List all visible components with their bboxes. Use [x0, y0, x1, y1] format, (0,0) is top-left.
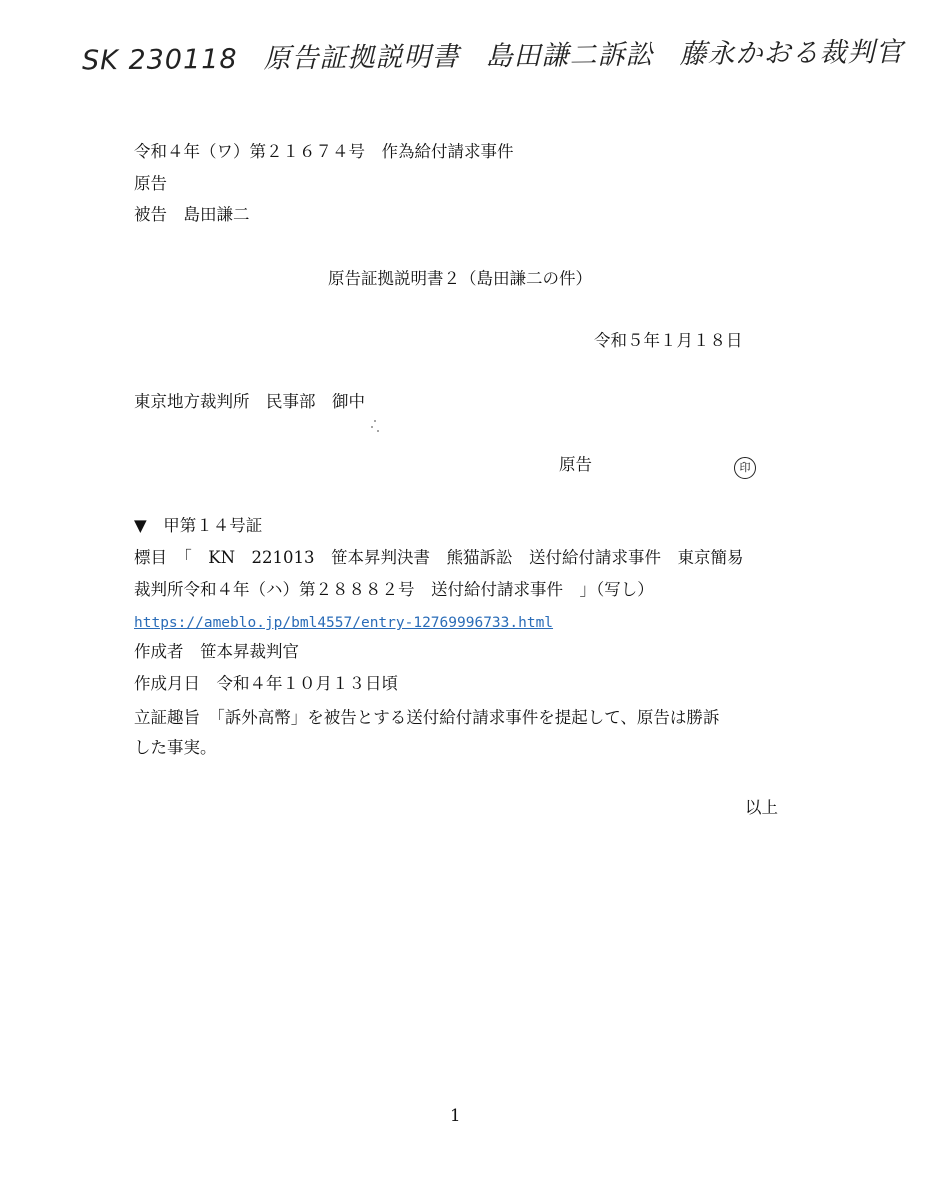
author-label: 作成者 — [134, 642, 184, 661]
handwritten-annotation — [82, 30, 930, 78]
signature-label: 原告 — [559, 455, 592, 474]
purpose-line2: した事実。 — [134, 738, 217, 757]
evidence-heading: ▼ 甲第１４号証 — [134, 516, 263, 535]
subject-line2: 裁判所令和４年（ハ）第２８８８２号 送付給付請求事件 」（写し） — [134, 580, 654, 599]
purpose-line1: 「訴外高幣」を被告とする送付給付請求事件を提起して、原告は勝訴 — [216, 708, 720, 727]
closing-text: 以上 — [745, 798, 778, 817]
evidence-url-line — [134, 610, 553, 633]
scan-speck — [368, 418, 382, 436]
handwritten-judge: 藤永かおる裁判官 — [679, 36, 904, 71]
addressee: 東京地方裁判所 民事部 御中 — [134, 392, 365, 411]
defendant-name: 島田謙二 — [183, 205, 250, 224]
defendant-line — [134, 203, 250, 226]
created-line — [134, 672, 398, 695]
document-date: 令和５年１月１８日 — [594, 331, 743, 350]
case-number: 令和４年（ワ）第２１６７４号 作為給付請求事件 — [134, 142, 514, 161]
subject-label: 標目 — [134, 548, 167, 567]
purpose-label: 立証趣旨 — [134, 708, 200, 727]
created-date: 令和４年１０月１３日頃 — [216, 674, 398, 693]
handwritten-title: 原告証拠説明書 — [263, 41, 460, 75]
created-label: 作成月日 — [134, 674, 200, 693]
subject-line1: 「 KN 221013 笹本昇判決書 熊猫訴訟 送付給付請求事件 東京簡易 — [183, 548, 744, 567]
purpose-line — [134, 706, 719, 729]
handwritten-case: 島田謙二訴訟 — [485, 39, 654, 73]
author-line — [134, 640, 299, 663]
evidence-url-link[interactable]: https://ameblo.jp/bml4557/entry-12769996733.html — [134, 615, 554, 631]
author-name: 笹本昇裁判官 — [200, 642, 299, 661]
defendant-label: 被告 — [134, 205, 167, 224]
evidence-subject — [134, 546, 744, 569]
plaintiff-label: 原告 — [134, 174, 167, 193]
handwritten-id: SK 230118 — [81, 43, 238, 77]
page-number: 1 — [450, 1106, 461, 1125]
seal-mark: 印 — [734, 457, 756, 479]
document-title: 原告証拠説明書２（島田謙二の件） — [328, 269, 592, 288]
